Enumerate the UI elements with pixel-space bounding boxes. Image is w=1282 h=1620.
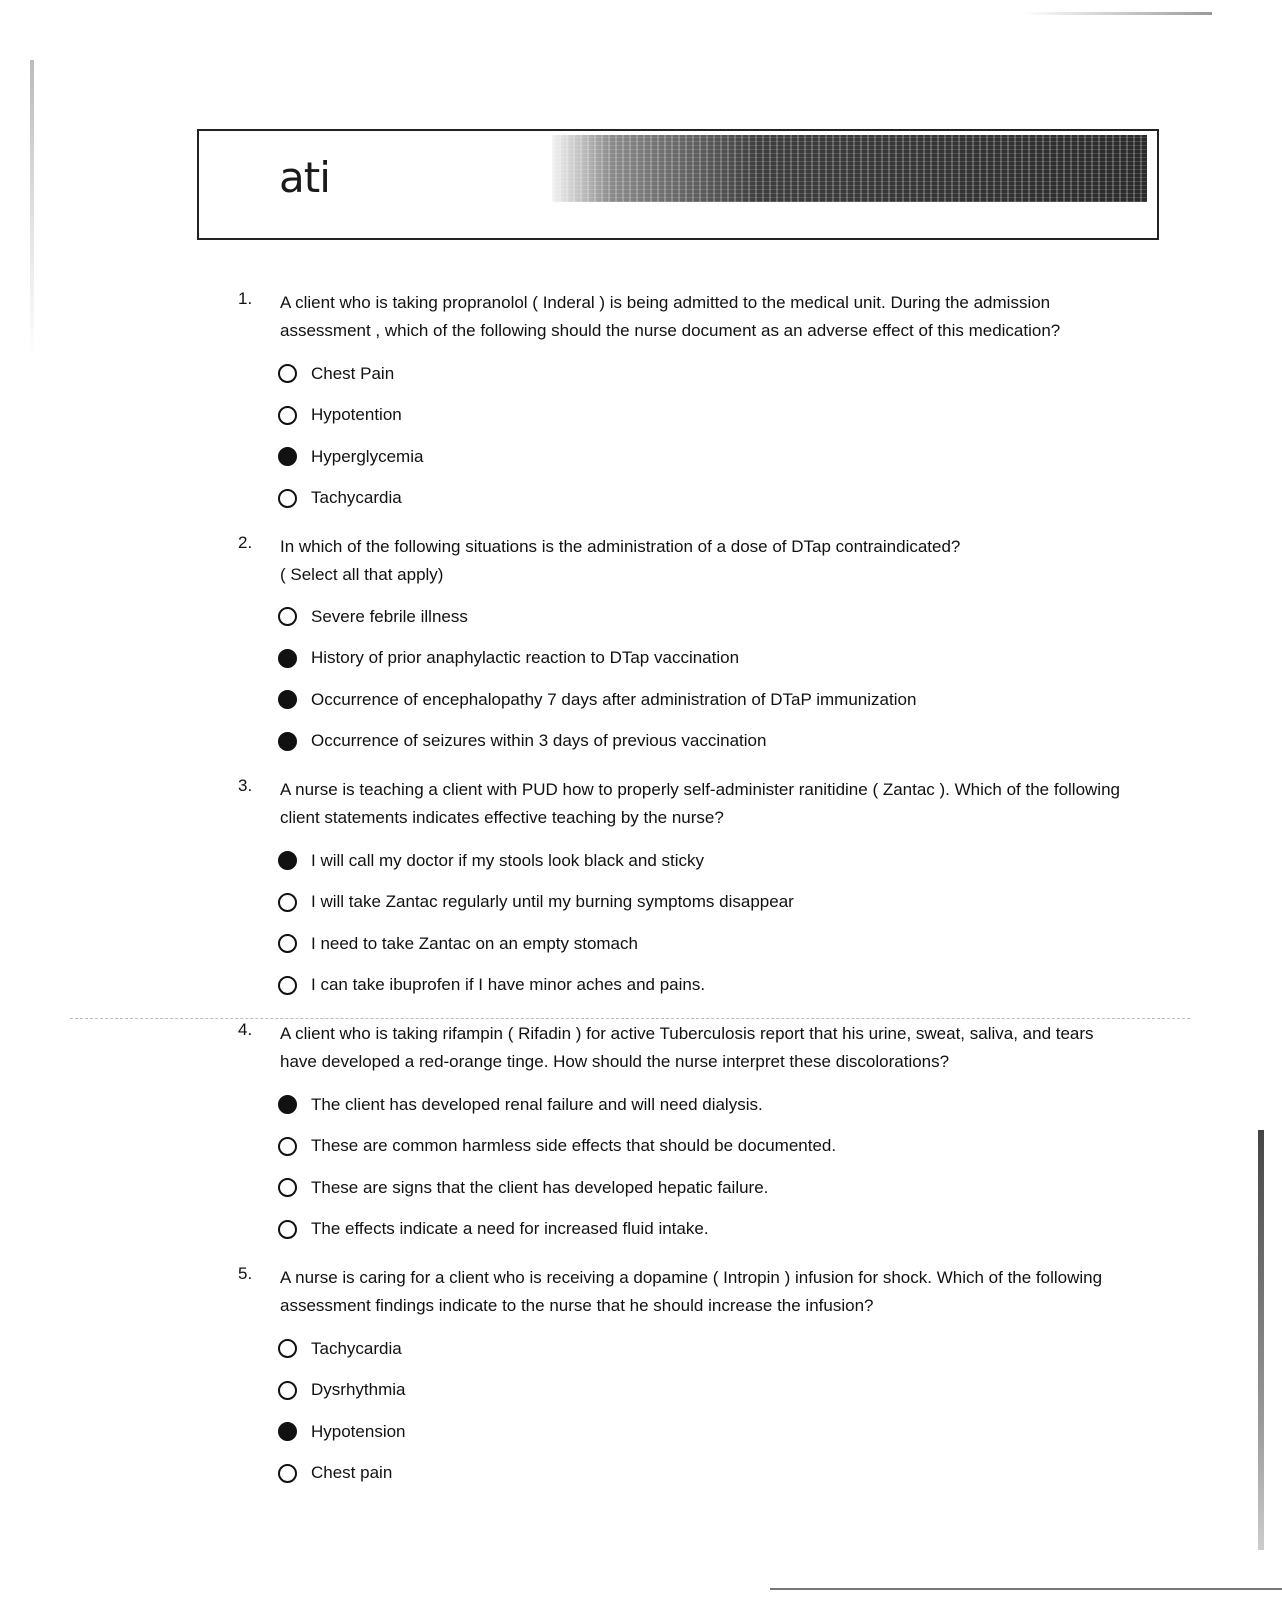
question-number: 2.: [238, 533, 253, 552]
answer-option[interactable]: [278, 1084, 1138, 1126]
answer-option-label: I will take Zantac regularly until my burning symptoms disappear: [311, 892, 794, 912]
answer-option-label: These are signs that the client has developed hepatic failure.: [311, 1177, 769, 1197]
radio-empty-icon[interactable]: [278, 364, 297, 383]
answer-option-label: The effects indicate a need for increased fluid intake.: [311, 1219, 709, 1239]
question-2: [238, 533, 1138, 762]
answer-option[interactable]: [278, 596, 1138, 638]
radio-empty-icon[interactable]: [278, 607, 297, 626]
answer-option[interactable]: [278, 1209, 1138, 1251]
radio-empty-icon[interactable]: [278, 1137, 297, 1156]
radio-empty-icon[interactable]: [278, 406, 297, 425]
answer-options: [278, 353, 1138, 519]
answer-option[interactable]: [278, 1167, 1138, 1209]
answer-option[interactable]: [278, 638, 1138, 680]
answer-option[interactable]: [278, 1328, 1138, 1370]
answer-option-label: Occurrence of seizures within 3 days of previous vaccination: [311, 731, 767, 751]
radio-selected-icon[interactable]: [278, 851, 297, 870]
answer-option-label: Tachycardia: [311, 1338, 402, 1358]
answer-option[interactable]: [278, 478, 1138, 520]
answer-option[interactable]: [278, 353, 1138, 395]
question-4: [238, 1020, 1138, 1250]
scan-edge-top: [1022, 12, 1212, 15]
answer-option-label: Occurrence of encephalopathy 7 days after administration of DTaP immunization: [311, 689, 917, 709]
answer-option[interactable]: [278, 840, 1138, 882]
ati-logo: ati: [279, 153, 330, 202]
question-number: 5.: [238, 1264, 253, 1283]
answer-options: [278, 596, 1138, 762]
answer-option[interactable]: [278, 965, 1138, 1007]
question-instruction: ( Select all that apply): [280, 565, 444, 584]
header-banner: [552, 135, 1147, 202]
question-text: A client who is taking rifampin ( Rifadin ) for active Tuberculosis report that his urine, sweat, saliva, and tears have developed a red-orange tinge. How should the nurse interpret these discolorations?: [280, 1024, 1094, 1071]
answer-option-label: Chest pain: [311, 1463, 393, 1483]
answer-option[interactable]: [278, 1411, 1138, 1453]
answer-options: [278, 1084, 1138, 1250]
radio-selected-icon[interactable]: [278, 649, 297, 668]
radio-empty-icon[interactable]: [278, 1178, 297, 1197]
answer-option[interactable]: [278, 1453, 1138, 1495]
answer-option-label: I need to take Zantac on an empty stomach: [311, 933, 638, 953]
question-text: A nurse is caring for a client who is receiving a dopamine ( Intropin ) infusion for shock. Which of the following assessment findings indicate to the nurse that he should increase the infusion?: [280, 1268, 1103, 1315]
answer-option-label: Severe febrile illness: [311, 606, 468, 626]
radio-selected-icon[interactable]: [278, 732, 297, 751]
radio-selected-icon[interactable]: [278, 690, 297, 709]
scan-edge-left: [30, 60, 34, 360]
radio-empty-icon[interactable]: [278, 1464, 297, 1483]
radio-empty-icon[interactable]: [278, 1381, 297, 1400]
answer-option[interactable]: [278, 679, 1138, 721]
answer-options: [278, 1328, 1138, 1494]
radio-empty-icon[interactable]: [278, 1220, 297, 1239]
answer-option-label: These are common harmless side effects that should be documented.: [311, 1136, 837, 1156]
question-number: 1.: [238, 289, 253, 308]
radio-selected-icon[interactable]: [278, 1422, 297, 1441]
radio-empty-icon[interactable]: [278, 893, 297, 912]
question-3: [238, 776, 1138, 1006]
question-text: A client who is taking propranolol ( Inderal ) is being admitted to the medical unit. During the admission assessment , which of the following should the nurse document as an adverse effect of this medication?: [280, 293, 1061, 340]
answer-option-label: Chest Pain: [311, 363, 395, 383]
answer-option-label: Tachycardia: [311, 488, 402, 508]
answer-option[interactable]: [278, 1126, 1138, 1168]
scan-edge-bottom: [770, 1588, 1282, 1590]
answer-option[interactable]: [278, 395, 1138, 437]
question-list: [238, 289, 1138, 1508]
question-text: In which of the following situations is the administration of a dose of DTap contraindicated?: [280, 537, 961, 556]
answer-option-label: I can take ibuprofen if I have minor aches and pains.: [311, 975, 706, 995]
question-number: 3.: [238, 776, 253, 795]
radio-selected-icon[interactable]: [278, 1095, 297, 1114]
answer-option[interactable]: [278, 882, 1138, 924]
answer-option-label: Hypotension: [311, 1421, 406, 1441]
answer-option[interactable]: [278, 436, 1138, 478]
radio-empty-icon[interactable]: [278, 976, 297, 995]
answer-option-label: Hypotention: [311, 405, 402, 425]
page-header: [197, 129, 1159, 240]
answer-option-label: Dysrhythmia: [311, 1380, 406, 1400]
answer-option[interactable]: [278, 721, 1138, 763]
answer-option-label: Hyperglycemia: [311, 446, 424, 466]
question-1: [238, 289, 1138, 519]
answer-option[interactable]: [278, 1370, 1138, 1412]
answer-options: [278, 840, 1138, 1006]
answer-option-label: I will call my doctor if my stools look black and sticky: [311, 850, 705, 870]
question-text: A nurse is teaching a client with PUD how to properly self-administer ranitidine ( Zantac ). Which of the following client statements indicates effective teaching by the nurse?: [280, 780, 1120, 827]
radio-selected-icon[interactable]: [278, 447, 297, 466]
answer-option-label: History of prior anaphylactic reaction to DTap vaccination: [311, 648, 740, 668]
answer-option[interactable]: [278, 923, 1138, 965]
scan-edge-right: [1258, 1130, 1264, 1550]
radio-empty-icon[interactable]: [278, 1339, 297, 1358]
question-5: [238, 1264, 1138, 1494]
radio-empty-icon[interactable]: [278, 934, 297, 953]
question-number: 4.: [238, 1020, 253, 1039]
radio-empty-icon[interactable]: [278, 489, 297, 508]
answer-option-label: The client has developed renal failure and will need dialysis.: [311, 1094, 763, 1114]
